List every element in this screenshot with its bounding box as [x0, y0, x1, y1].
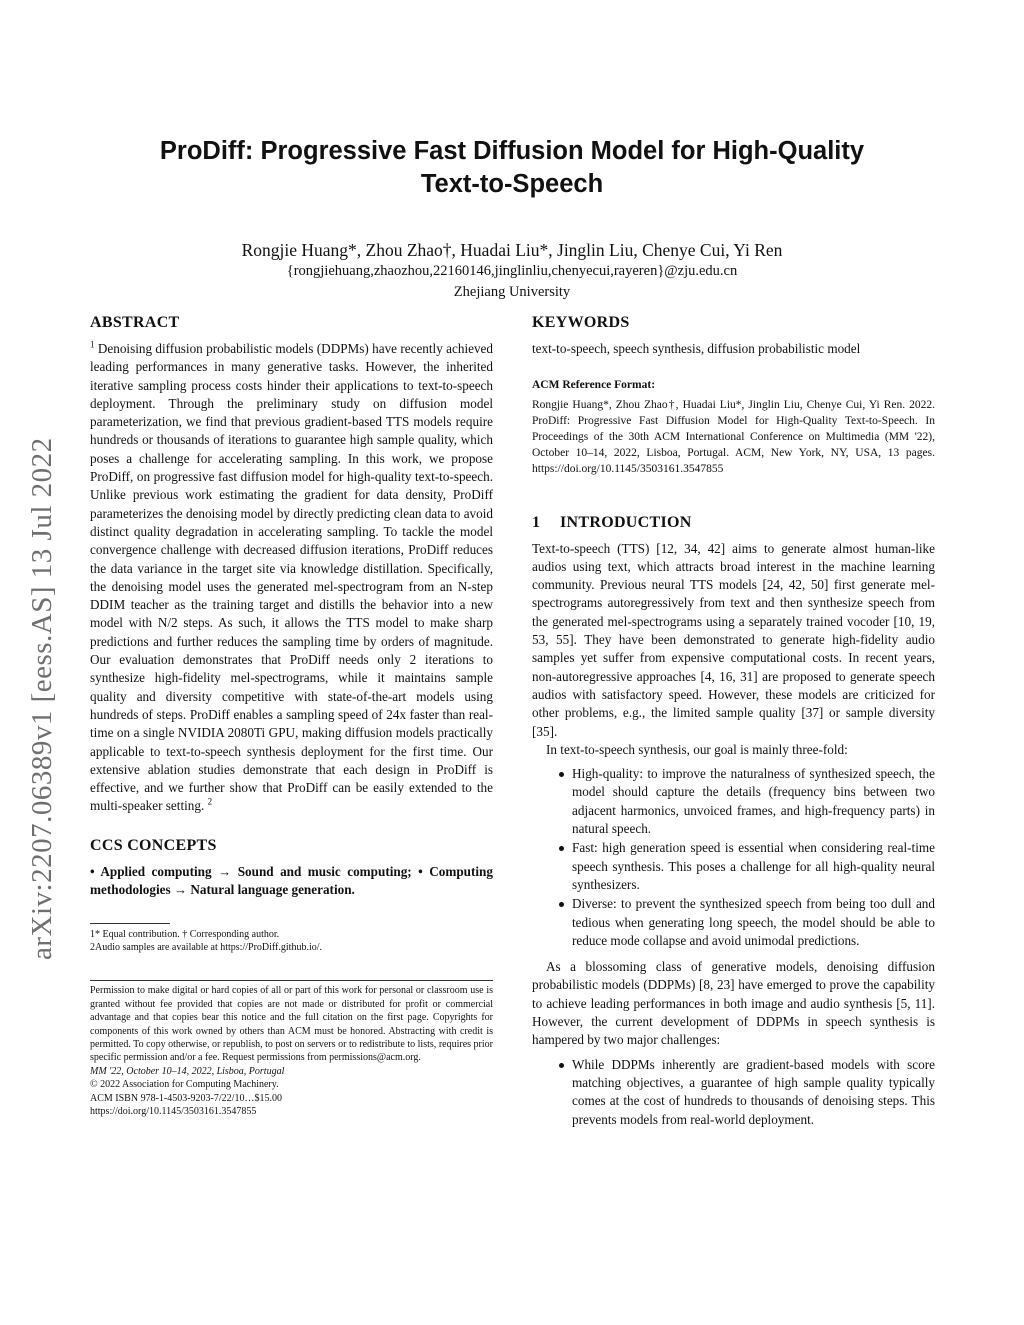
title-line-2: Text-to-Speech: [420, 170, 604, 198]
abstract-end-mark: 2: [207, 797, 213, 808]
footnote-1: 1* Equal contribution. † Corresponding author.: [90, 929, 280, 941]
ccs-text: • Applied computing → Sound and music computing; • Computing methodologies → Natural language generation.: [90, 863, 493, 898]
abstract-heading: ABSTRACT: [90, 314, 180, 331]
footnote-rule: [90, 923, 170, 924]
keywords-text: text-to-speech, speech synthesis, diffusion probabilistic model: [532, 341, 861, 356]
title-line-1: ProDiff: Progressive Fast Diffusion Model for High-Quality: [159, 137, 865, 165]
author-affiliation: Zhejiang University: [453, 284, 571, 300]
acm-reference-heading: ACM Reference Format:: [532, 379, 656, 392]
abstract-footnote-mark: 1: [90, 339, 95, 350]
intro-paragraph-2: In text-to-speech synthesis, our goal is mainly three-fold:: [546, 741, 848, 757]
intro-paragraph-3: As a blossoming class of generative models, denoising diffusion probabilistic models (DDPMs) [8, 23] have emerged to prove the capability to achieve leading performances in both image and audio synthesis [5, 11]. However, the current development of DDPMs in speech synthesis is hampered by two major challenges:: [532, 959, 935, 1048]
acm-reference: [532, 376, 935, 476]
list-item: Diverse: to prevent the synthesized speech from being too dull and tedious when generating long speech, the model should be able to reduce mode collapse and avoid unimodal predictions.: [572, 895, 935, 950]
arxiv-stamp: arXiv:2207.06389v1 [eess.AS] 13 Jul 2022: [26, 437, 58, 960]
permission-block: [90, 980, 493, 1118]
permission-rule: [90, 980, 493, 981]
list-item: While DDPMs inherently are gradient-based models with score matching objectives, a guarantee of high sample quality typically comes at the cost of hundreds to thousands of denoising steps. This prevents models from real-world deployment.: [572, 1056, 935, 1129]
introduction-heading: [532, 513, 935, 533]
list-item: Fast: high generation speed is essential when considering real-time speech synthesis. This poses a challenge for all high-quality neural synthesizers.: [572, 839, 935, 894]
list-item: High-quality: to improve the naturalness of synthesized speech, the model should capture the details (frequency bins between two adjacent harmonics, unvoiced frames, and high-frequency parts) in natural speech.: [572, 765, 935, 838]
acm-reference-text: Rongjie Huang*, Zhou Zhao†, Huadai Liu*, Jinglin Liu, Chenye Cui, Yi Ren. 2022. ProDiff: Progressive Fast Diffusion Model for High-Quality Text-to-Speech. In Proceedings of the 30th ACM International Conference on Multimedia (MM '22), October 10–14, 2022, Lisboa, Portugal. ACM, New York, NY, USA, 13 pages. https://doi.org/10.1145/3503161.3547855: [532, 398, 935, 475]
challenges-list: [532, 1056, 935, 1129]
intro-paragraph-1: Text-to-speech (TTS) [12, 34, 42] aims to generate almost human-like audios using text, which attracts broad interest in the machine learning community. Previous neural TTS models [24, 42, 50] first generate mel-spectrograms autoregressively from text and then synthesize speech from the generated mel-spectrograms using a separately trained vocoder [10, 19, 53, 55]. They have been demonstrated to generate high-fidelity audio samples yet suffer from expensive computational costs. In recent years, non-autoregressive approaches [4, 16, 31] are proposed to generate speech audios with satisfactory speed. However, these models are criticized for other problems, e.g., the limited sample quality [37] or sample diversity [35].: [532, 540, 935, 739]
doi-line: https://doi.org/10.1145/3503161.3547855: [90, 1105, 257, 1117]
footnote-2: 2Audio samples are available at https://ProDiff.github.io/.: [90, 942, 322, 954]
author-list: Rongjie Huang*, Zhou Zhao†, Huadai Liu*, Jinglin Liu, Chenye Cui, Yi Ren: [241, 240, 783, 260]
goals-list: [532, 765, 935, 950]
section-title: INTRODUCTION: [560, 513, 692, 531]
paper-title: [90, 135, 934, 201]
abstract-body: Denoising diffusion probabilistic models (DDPMs) have recently achieved leading performances in many generative tasks. However, the inherited iterative sampling process costs hinder their applications to text-to-speech deployment. Through the preliminary study on diffusion model parameterization, we find that previous gradient-based TTS models require hundreds or thousands of iterations to guarantee high sample quality, which poses a challenge for accelerating sampling. In this work, we propose ProDiff, on progressive fast diffusion model for high-quality text-to-speech. Unlike previous work estimating the gradient for data density, ProDiff parameterizes the denoising model by directly predicting clean data to avoid distinct quality degradation in accelerating sampling. To tackle the model convergence challenge with decreased diffusion iterations, ProDiff reduces the data variance in the target site via knowledge distillation. Specifically, the denoising model uses the generated mel-spectrogram from an N-step DDIM teacher as the training target and distills the behavior into a new model with N/2 steps. As such, it allows the TTS model to make sharp predictions and further reduces the sampling time by orders of magnitude. Our evaluation demonstrates that ProDiff needs only 2 iterations to synthesize high-fidelity mel-spectrograms, while it maintains sample quality and diversity competitive with state-of-the-art models using hundreds of steps. ProDiff enables a sampling speed of 24x faster than real-time on a single NVIDIA 2080Ti GPU, making diffusion models practically applicable to text-to-speech synthesis deployment for the first time. Our extensive ablation studies demonstrate that each design in ProDiff is effective, and we further show that ProDiff can be easily extended to the multi-speaker setting.: [90, 341, 494, 814]
permission-text: Permission to make digital or hard copies of all or part of this work for personal or classroom use is granted without fee provided that copies are not made or distributed for profit or commercial advantage and that copies bear this notice and the full citation on the first page. Copyrights for components of this work owned by others than ACM must be honored. Abstracting with credit is permitted. To copy otherwise, or republish, to post on servers or to redistribute to lists, requires prior specific permission and/or a fee. Request permissions from permissions@acm.org.: [90, 985, 493, 1064]
isbn-line: ACM ISBN 978-1-4503-9203-7/22/10…$15.00: [90, 1092, 282, 1104]
copyright-line: © 2022 Association for Computing Machinery.: [90, 1079, 279, 1091]
section-number: 1: [532, 513, 541, 531]
keywords-heading: KEYWORDS: [532, 314, 630, 331]
ccs-heading: CCS CONCEPTS: [90, 836, 217, 854]
abstract-text: [90, 340, 493, 816]
footnotes: [90, 923, 493, 954]
author-emails: {rongjiehuang,zhaozhou,22160146,jinglinliu,chenyecui,rayeren}@zju.edu.cn: [286, 263, 738, 279]
left-column: [90, 313, 493, 1118]
right-column: [532, 313, 935, 1137]
conference-line: MM '22, October 10–14, 2022, Lisboa, Portugal: [90, 1065, 285, 1077]
